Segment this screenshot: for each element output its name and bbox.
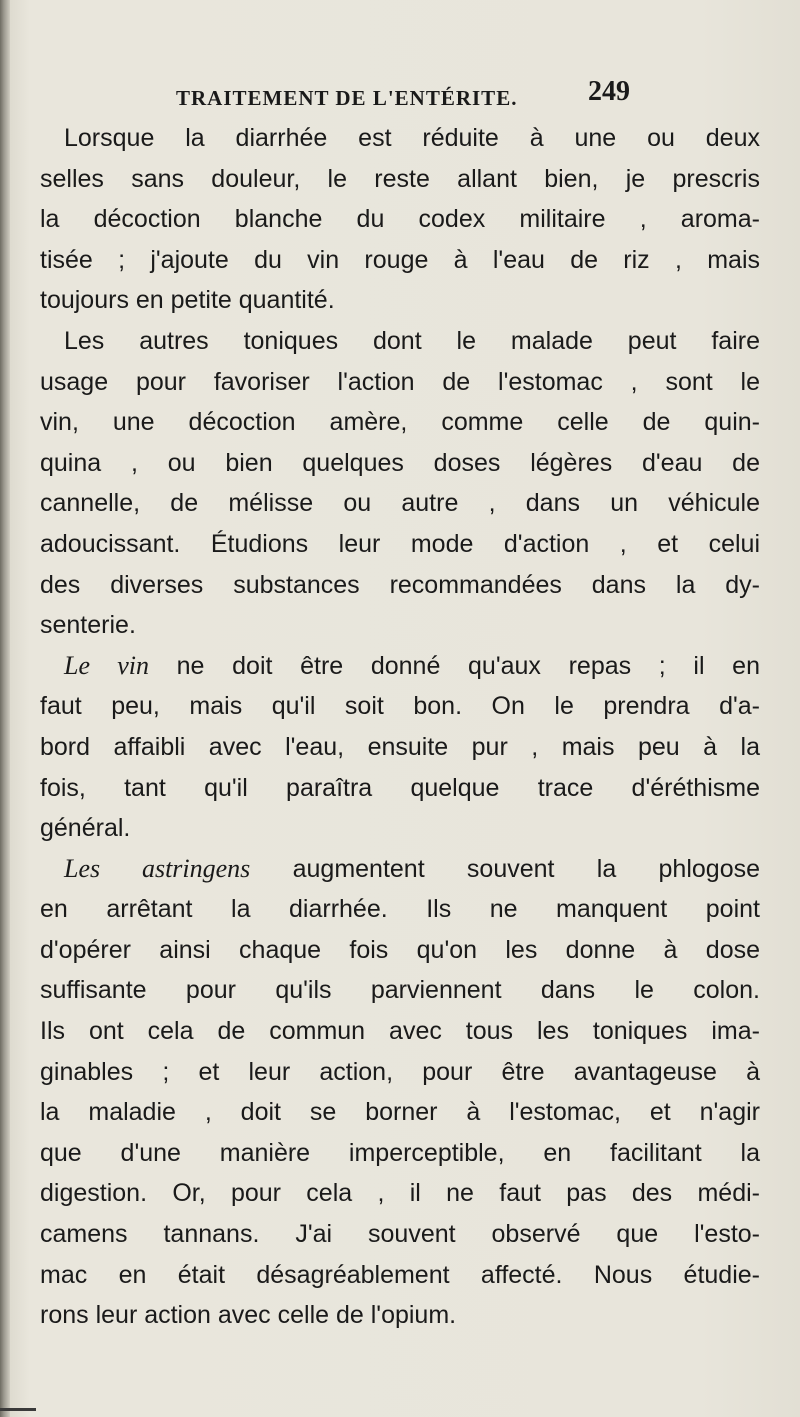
text-line: fois, tant qu'il paraîtra quelque trace d'éréthisme <box>40 773 760 802</box>
text-line: faut peu, mais qu'il soit bon. On le prendra d'a- <box>40 692 760 721</box>
text-line: camens tannans. J'ai souvent observé que l'esto- <box>40 1220 760 1249</box>
body-text <box>40 118 760 1336</box>
text-line: quina , ou bien quelques doses légères d'eau de <box>40 448 760 477</box>
binding-edge <box>0 0 10 1417</box>
text-line: senterie. <box>40 611 136 640</box>
running-head: TRAITEMENT DE L'ENTÉRITE. <box>176 86 518 110</box>
page-number: 249 <box>588 76 630 107</box>
bottom-rule <box>0 1408 36 1411</box>
text-line: Lorsque la diarrhée est réduite à une ou deux <box>64 124 760 152</box>
text-line: usage pour favoriser l'action de l'estomac , sont le <box>40 367 760 396</box>
text-line: ginables ; et leur action, pour être avantageuse à <box>40 1057 760 1086</box>
text-line: mac en était désagréablement affecté. Nous étudie- <box>40 1260 760 1289</box>
text-line: adoucissant. Étudions leur mode d'action , et celui <box>40 529 760 558</box>
text-line <box>40 646 760 687</box>
italic-term-astringens: Les astringens <box>64 853 251 883</box>
text-line: général. <box>40 814 131 843</box>
text-line: la décoction blanche du codex militaire , aroma- <box>40 205 760 234</box>
text-line: digestion. Or, pour cela , il ne faut pas des médi- <box>40 1179 760 1208</box>
text-line: que d'une manière imperceptible, en facilitant la <box>40 1138 760 1167</box>
text-line: la maladie , doit se borner à l'estomac, et n'agir <box>40 1098 760 1127</box>
text-line: bord affaibli avec l'eau, ensuite pur , mais peu à la <box>40 732 760 761</box>
text-line: vin, une décoction amère, comme celle de quin- <box>40 408 760 437</box>
text-line: en arrêtant la diarrhée. Ils ne manquent point <box>40 895 760 924</box>
text-line <box>40 849 760 890</box>
text-line: toujours en petite quantité. <box>40 286 335 315</box>
italic-term-vin: Le vin <box>64 650 149 680</box>
text-line: selles sans douleur, le reste allant bien, je prescris <box>40 164 760 193</box>
text-line: cannelle, de mélisse ou autre , dans un véhicule <box>40 489 760 518</box>
text-line: des diverses substances recommandées dans la dy- <box>40 570 760 599</box>
text-line: suffisante pour qu'ils parviennent dans le colon. <box>40 976 760 1005</box>
text-line: Les autres toniques dont le malade peut faire <box>64 326 760 355</box>
text-line-rest: augmentent souvent la phlogose <box>292 854 760 883</box>
text-line: rons leur action avec celle de l'opium. <box>40 1301 457 1330</box>
text-line-rest: ne doit être donné qu'aux repas ; il en <box>176 651 760 680</box>
text-line: Ils ont cela de commun avec tous les toniques ima- <box>40 1017 760 1046</box>
text-line: d'opérer ainsi chaque fois qu'on les donne à dose <box>40 935 760 964</box>
text-line: tisée ; j'ajoute du vin rouge à l'eau de riz , mais <box>40 245 760 274</box>
